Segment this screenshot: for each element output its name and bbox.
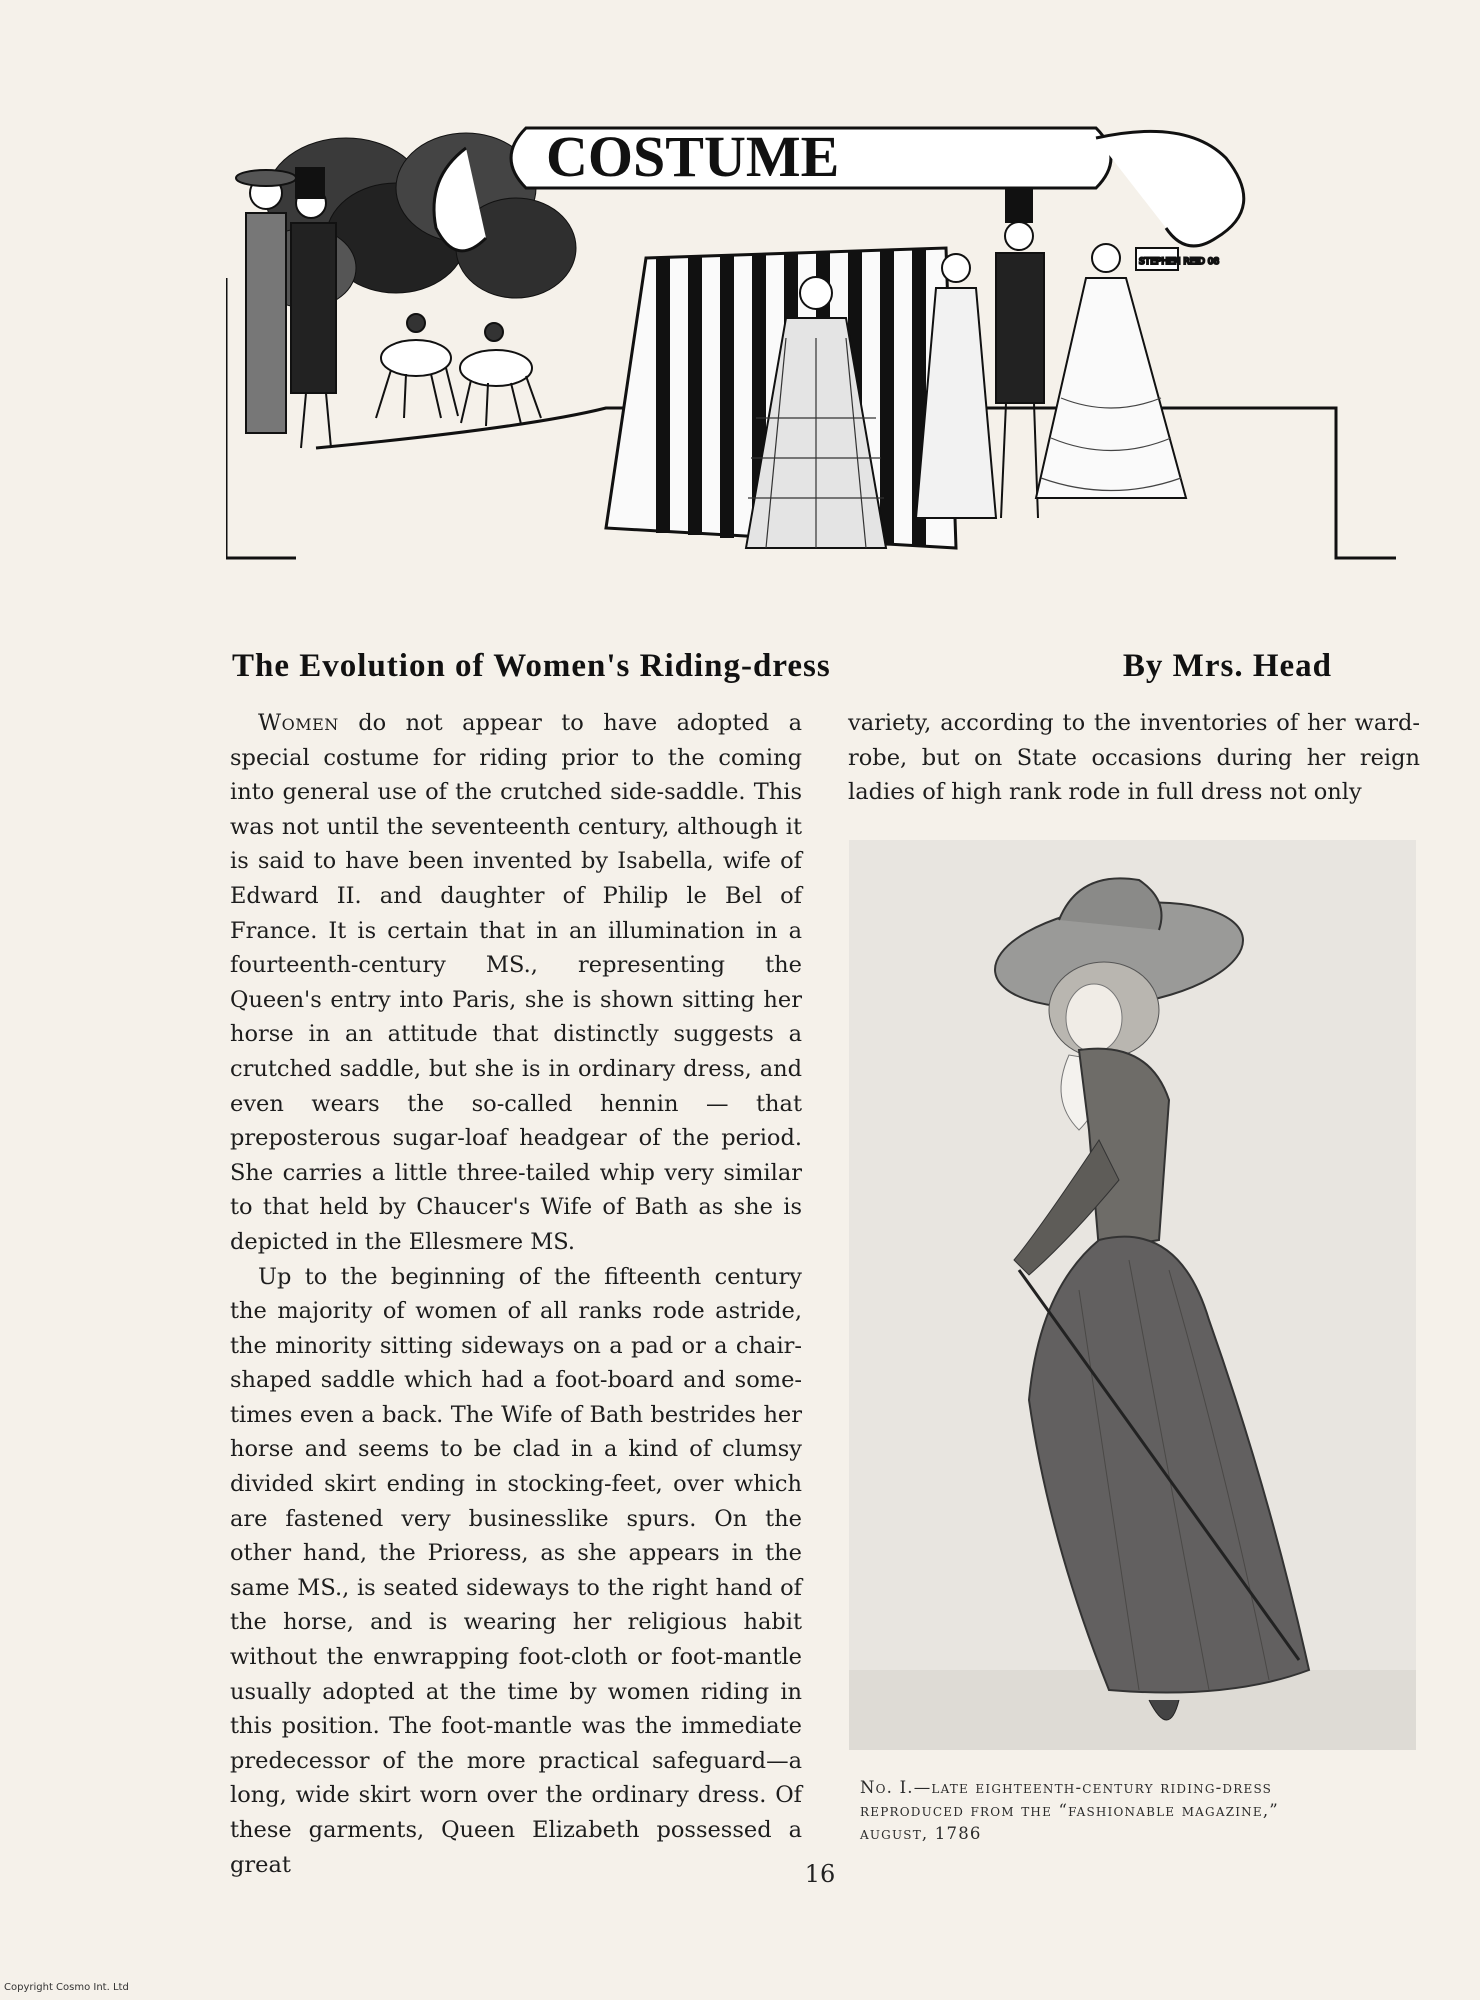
artist-signature: STEPHEN REID 08 — [1139, 257, 1220, 267]
lady-in-riding-dress-engraving — [849, 840, 1416, 1750]
article-heading — [232, 648, 1332, 698]
paragraph-2: Up to the beginning of the fifteenth century the majority of women of all ranks rode astride, the minority sitting sideways on a pad or a chair-shaped saddle which had a foot-board and some-times even a back. The Wife of Bath bestrides her horse and seems to be clad in a kind of clumsy divided skirt ending in stocking-feet, over which are fastened very businesslike spurs. On the other hand, the Prioress, as she appears in the same MS., is seated sideways to the right hand of the horse, and is wearing her religious habit without the enwrapping foot-cloth or foot-mantle usually adopted at the time by women riding in this position. The foot-mantle was the immediate predecessor of the more practical safeguard—a long, wide skirt worn over the ordinary dress. Of these garments, Queen Elizabeth possessed a great — [230, 1263, 803, 1878]
figure-caption: No. I.—late eighteenth-century riding-dress reproduced from the “fashionable magazine,” august, 1786 — [860, 1778, 1279, 1843]
page-number: 16 — [804, 1860, 836, 1888]
lead-word: Women — [258, 710, 339, 736]
header-illustration — [226, 118, 1396, 578]
costume-scene-drawing — [226, 118, 1396, 578]
article-title: The Evolution of Women's Riding-dress — [232, 648, 831, 684]
figures-right-group — [746, 188, 1219, 548]
right-column — [848, 706, 1420, 810]
left-column — [230, 706, 802, 1882]
paragraph-continued: variety, according to the inventories of her ward-robe, but on State occasions during her reign ladies of high rank rode in full dress not only — [848, 710, 1420, 806]
riding-dress-plate — [849, 840, 1416, 1750]
polo-players — [376, 314, 541, 426]
article-author: By Mrs. Head — [1122, 648, 1332, 684]
copyright-notice: Copyright Cosmo Int. Ltd — [4, 1982, 129, 1993]
banner-title: COSTUME — [546, 124, 840, 189]
paragraph-1: Women do not appear to have adopted a special costume for riding prior to the coming into general use of the crutched side-saddle. This was not until the seventeenth century, although it is said to have been invented by Isabella, wife of Edward II. and daughter of Philip le Bel of France. It is certain that in an illumination in a fourteenth-century MS., representing the Queen's entry into Paris, she is shown sitting her horse in an attitude that distinctly suggests a crutched saddle, but she is in ordinary dress, and even wears the so-called hennin — that preposterous sugar-loaf headgear of the period. She carries a little three-tailed whip very similar to that held by Chaucer's Wife of Bath as she is depicted in the Ellesmere MS. — [230, 710, 803, 1255]
